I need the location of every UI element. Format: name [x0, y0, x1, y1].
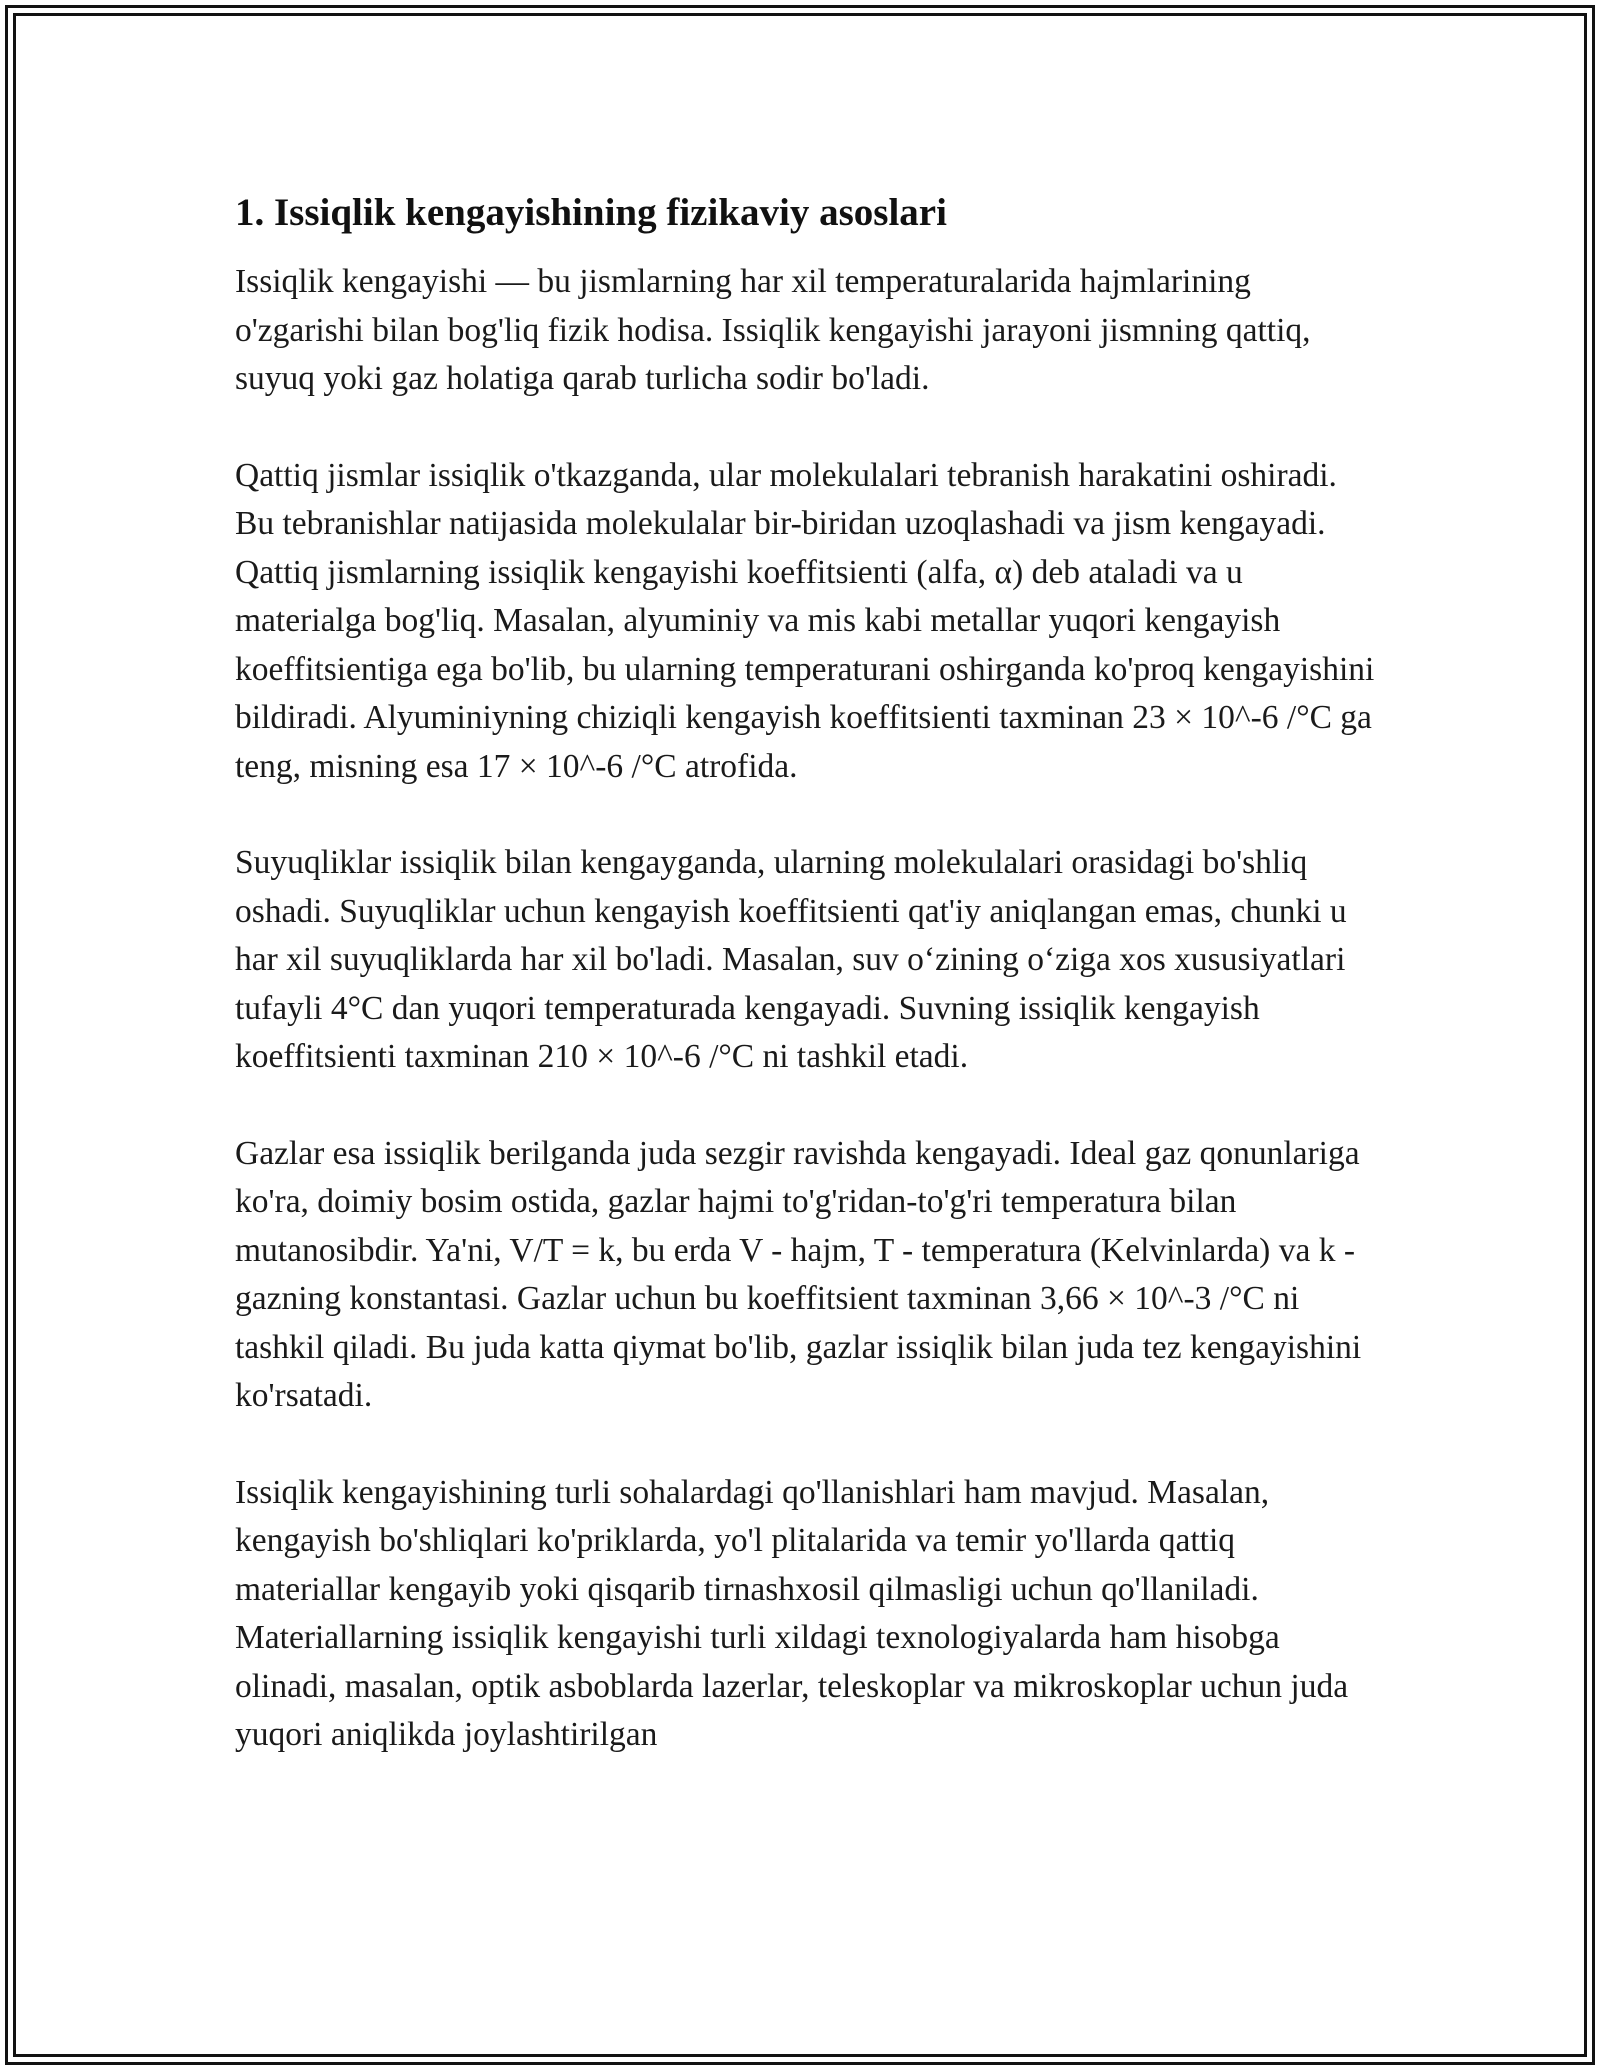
paragraph-gases: Gazlar esa issiqlik berilganda juda sezgir ravishda kengayadi. Ideal gaz qonunlariga ko'ra, doimiy bosim ostida, gazlar hajmi to'g'ridan-to'g'ri temperatura bilan mutanosibdir. Ya'ni, V/T = k, bu erda V - hajm, T - temperatura (Kelvinlarda) va k - gazning konstantasi. Gazlar uchun bu koeffitsient taxminan 3,66 × 10^-3 /°C ni tashkil qiladi. Bu juda katta qiymat bo'lib, gazlar issiqlik bilan juda tez kengayishini ko'rsatadi.	[235, 1134, 1362, 1414]
paragraph-applications: Issiqlik kengayishining turli sohalardagi qo'llanishlari ham mavjud. Masalan, kengayish bo'shliqlari ko'priklarda, yo'l plitalarida va temir yo'llarda qattiq materiallar kengayib yoki qisqarib tirnashxosil qilmasligi uchun qo'llaniladi. Materiallarning issiqlik kengayishi turli xildagi texnologiyalarda ham hisobga olinadi, masalan, optik asboblarda lazerlar, teleskoplar va mikroskoplar uchun juda yuqori aniqlikda joylashtirilgan	[235, 1473, 1349, 1753]
document-body	[235, 186, 1375, 1808]
paragraph-liquids: Suyuqliklar issiqlik bilan kengayganda, ularning molekulalari orasidagi bo'shliq oshadi. Suyuqliklar uchun kengayish koeffitsienti qat'iy aniqlangan emas, chunki u har xil suyuqliklarda har xil bo'ladi. Masalan, suv o‘zining o‘ziga xos xususiyatlari tufayli 4°C dan yuqori temperaturada kengayadi. Suvning issiqlik kengayish koeffitsienti taxminan 210 × 10^-6 /°C ni tashkil etadi.	[235, 844, 1347, 1075]
paragraph-intro: Issiqlik kengayishi — bu jismlarning har xil temperaturalarida hajmlarining o'zgarishi bilan bog'liq fizik hodisa. Issiqlik kengayishi jarayoni jismning qattiq, suyuq yoki gaz holatiga qarab turlicha sodir bo'ladi.	[235, 263, 1311, 397]
paragraph-solids: Qattiq jismlar issiqlik o'tkazganda, ular molekulalari tebranish harakatini oshiradi. Bu tebranishlar natijasida molekulalar bir-biridan uzoqlashadi va jism kengayadi. Qattiq jismlarning issiqlik kengayishi koeffitsienti (alfa, α) deb ataladi va u materialga bog'liq. Masalan, alyuminiy va mis kabi metallar yuqori kengayish koeffitsientiga ega bo'lib, bu ularning temperaturani oshirganda ko'proq kengayishini bildiradi. Alyuminiyning chiziqli kengayish koeffitsienti taxminan 23 × 10^-6 /°C ga teng, misning esa 17 × 10^-6 /°C atrofida.	[235, 456, 1375, 785]
section-heading: 1. Issiqlik kengayishining fizikaviy asoslari	[235, 191, 947, 234]
